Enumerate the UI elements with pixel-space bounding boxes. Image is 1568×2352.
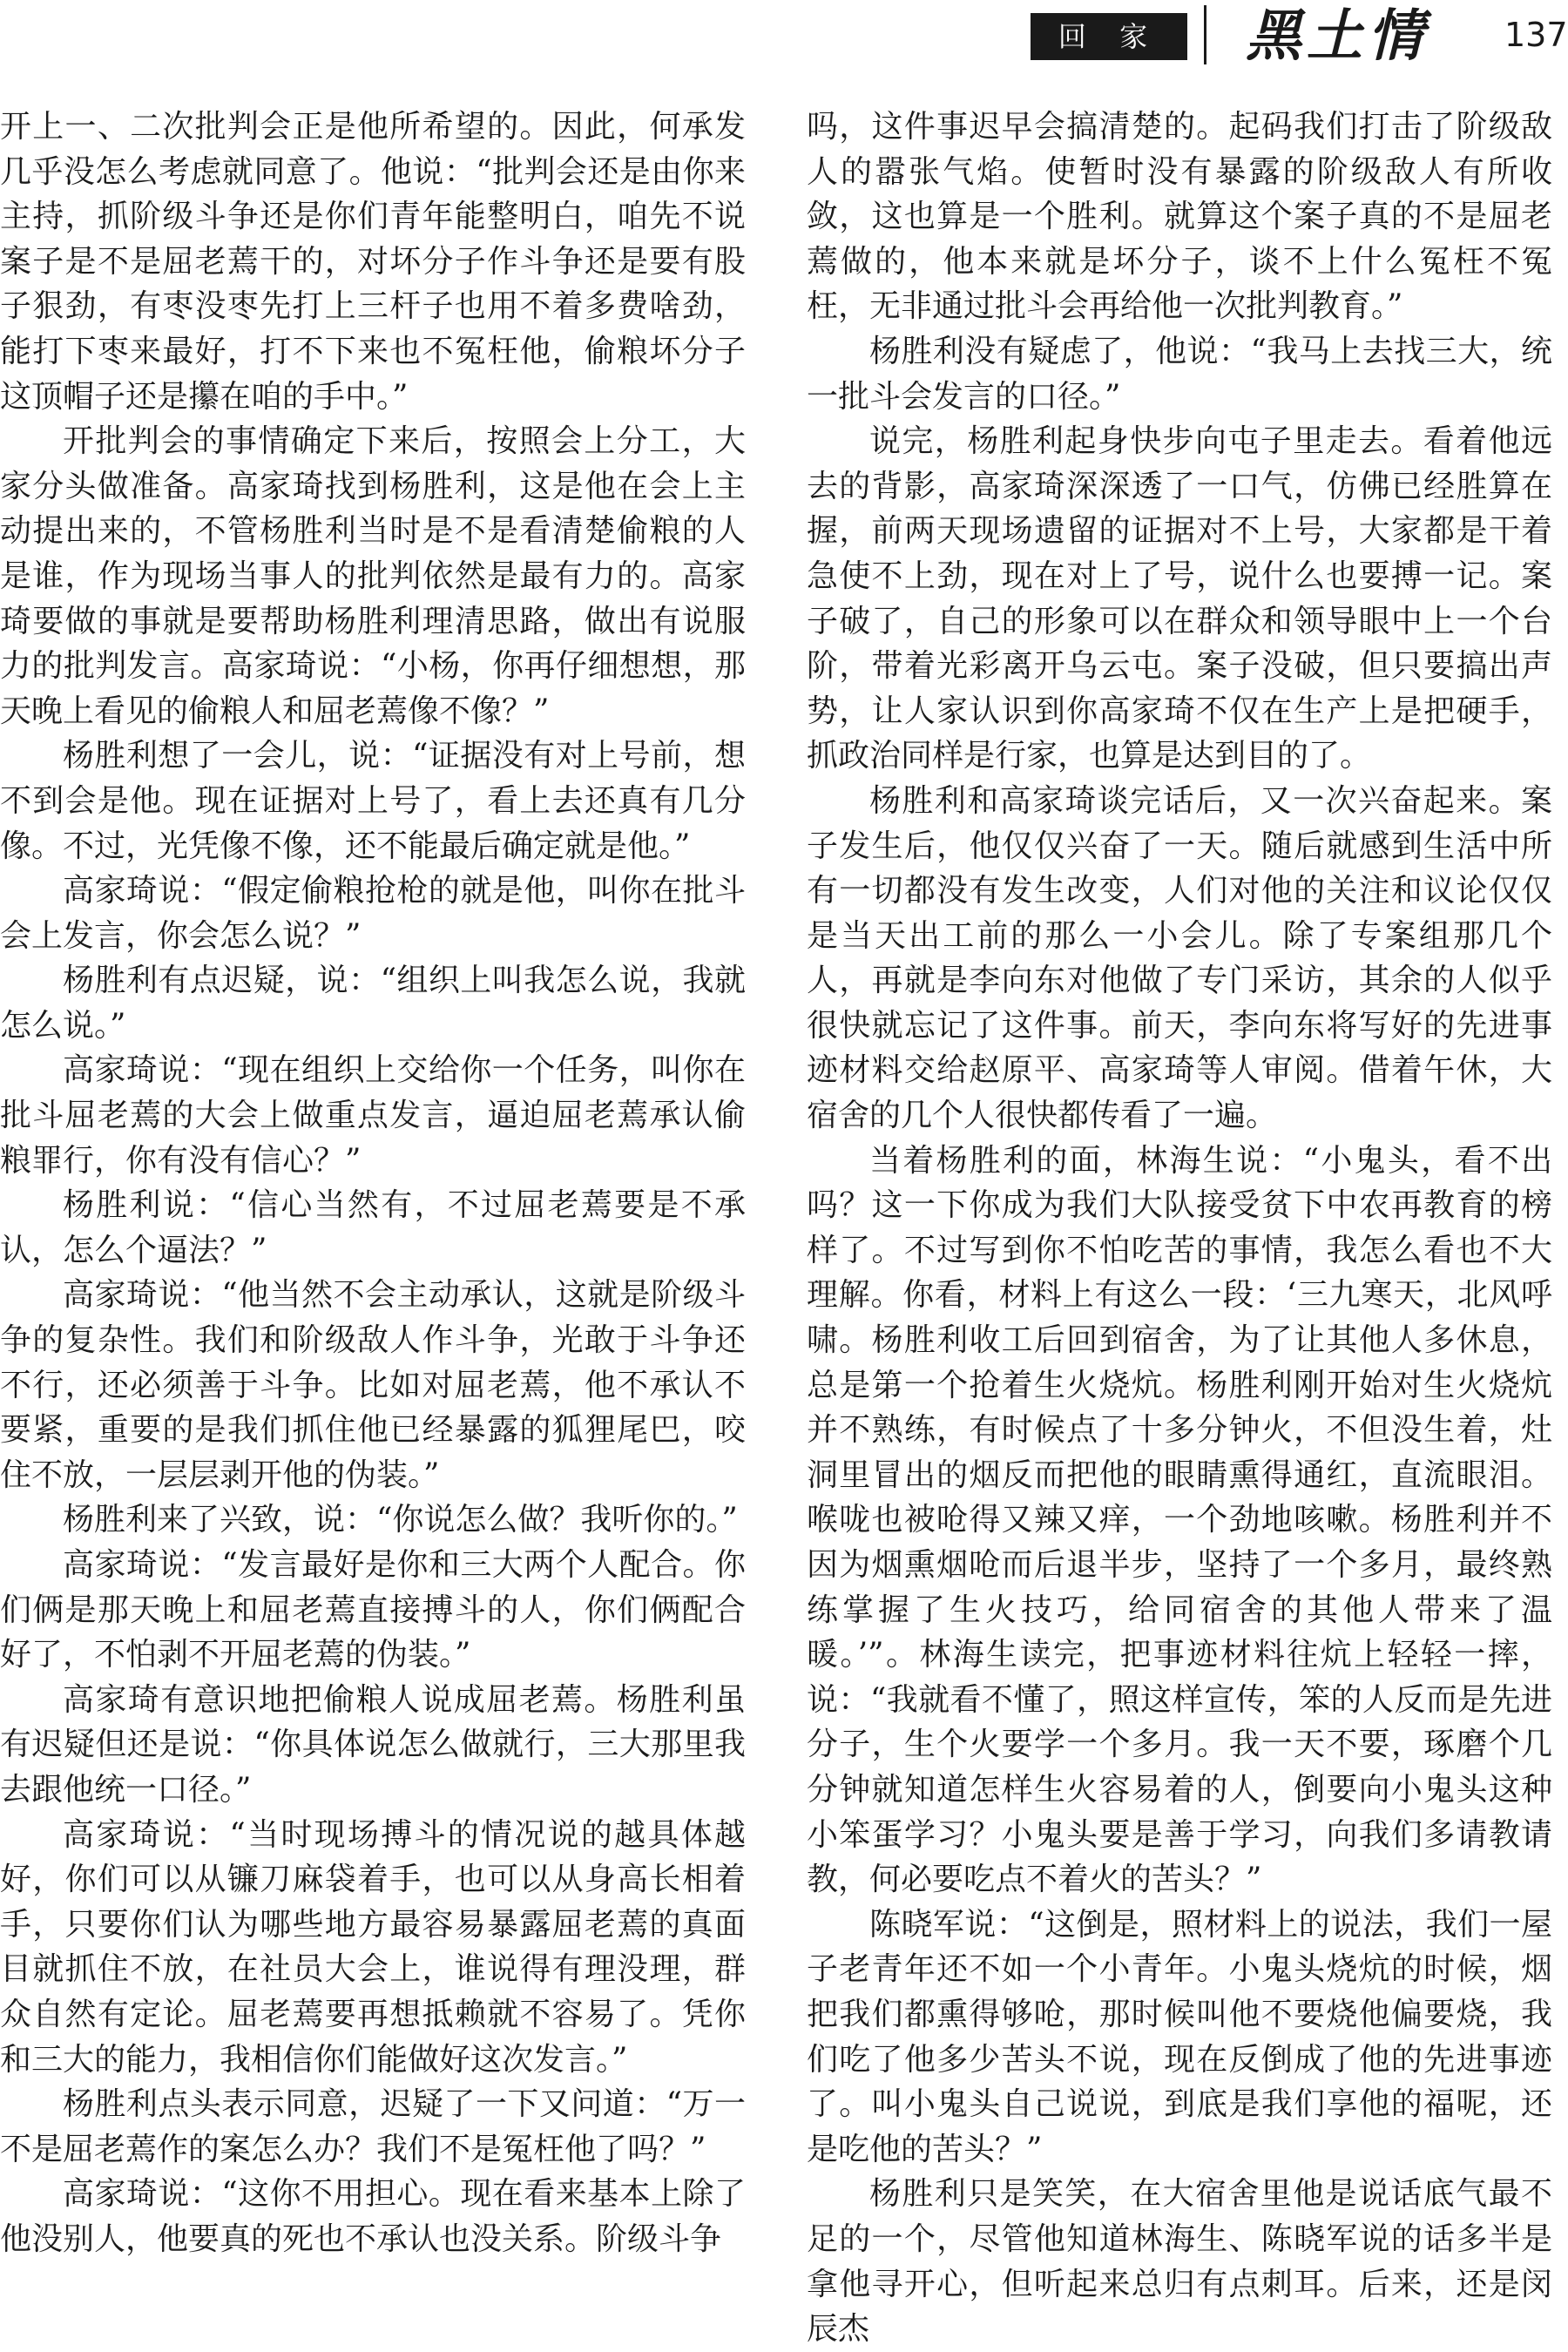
header-divider [1204,5,1206,64]
paragraph: 开上一、二次批判会正是他所希望的。因此，何承发几乎没怎么考虑就同意了。他说：“批判会还是由你来主持，抓阶级斗争还是你们青年能整明白，咱先不说案子是不是屈老蔫干的，对坏分子作斗争还是要有股子狠劲，有枣没枣先打上三杆子也用不着多费啥劲，能打下枣来最好，打不下来也不冤枉他，偷粮坏分子这顶帽子还是攥在咱的手中。” [0,109,746,415]
paragraph: 高家琦有意识地把偷粮人说成屈老蔫。杨胜利虽有迟疑但还是说：“你具体说怎么做就行，三大那里我去跟他统一口径。” [0,1681,746,1808]
paragraph: 高家琦说：“假定偷粮抢枪的就是他，叫你在批斗会上发言，你会怎么说？” [0,873,746,954]
paragraph: 杨胜利没有疑虑了，他说：“我马上去找三大，统一批斗会发言的口径。” [807,333,1552,415]
page-header [0,0,1568,78]
paragraph: 吗，这件事迟早会搞清楚的。起码我们打击了阶级敌人的嚣张气焰。使暂时没有暴露的阶级敌人有所收敛，这也算是一个胜利。就算这个案子真的不是屈老蔫做的，他本来就是坏分子，谈不上什么冤枉不冤枉，无非通过批斗会再给他一次批判教育。” [807,109,1552,325]
paragraph: 开批判会的事情确定下来后，按照会上分工，大家分头做准备。高家琦找到杨胜利，这是他在会上主动提出来的，不管杨胜利当时是不是看清楚偷粮的人是谁，作为现场当事人的批判依然是最有力的。高家琦要做的事就是要帮助杨胜利理清思路，做出有说服力的批判发言。高家琦说：“小杨，你再仔细想想，那天晚上看见的偷粮人和屈老蔫像不像？” [0,423,746,729]
page-number: 137 [1504,16,1568,54]
magazine-title: 黑土情 [1246,3,1429,69]
paragraph: 杨胜利说：“信心当然有，不过屈老蔫要是不承认，怎么个逼法？” [0,1187,746,1268]
paragraph: 高家琦说：“现在组织上交给你一个任务，叫你在批斗屈老蔫的大会上做重点发言，逼迫屈老蔫承认偷粮罪行，你有没有信心？” [0,1052,746,1179]
left-column [0,105,746,2257]
section-label: 回 家 [1031,13,1187,60]
paragraph: 杨胜利只是笑笑，在大宿舍里他是说话底气最不足的一个，尽管他知道林海生、陈晓军说的话多半是拿他寻开心，但听起来总归有点刺耳。后来，还是闵辰杰 [807,2176,1552,2348]
paragraph: 说完，杨胜利起身快步向屯子里走去。看着他远去的背影，高家琦深深透了一口气，仿佛已经胜算在握，前两天现场遗留的证据对不上号，大家都是干着急使不上劲，现在对上了号，说什么也要搏一记。案子破了，自己的形象可以在群众和领导眼中上一个台阶，带着光彩离开乌云屯。案子没破，但只要搞出声势，让人家认识到你高家琦不仅在生产上是把硬手，抓政治同样是行家，也算是达到目的了。 [807,423,1552,774]
paragraph: 陈晓军说：“这倒是，照材料上的说法，我们一屋子老青年还不如一个小青年。小鬼头烧炕的时候，烟把我们都熏得够呛，那时候叫他不要烧他偏要烧，我们吃了他多少苦头不说，现在反倒成了他的先进事迹了。叫小鬼头自己说说，到底是我们享他的福呢，还是吃他的苦头？” [807,1906,1552,2167]
paragraph: 高家琦说：“这你不用担心。现在看来基本上除了他没别人，他要真的死也不承认也没关系。阶级斗争 [0,2176,746,2257]
paragraph: 高家琦说：“他当然不会主动承认，这就是阶级斗争的复杂性。我们和阶级敌人作斗争，光敢于斗争还不行，还必须善于斗争。比如对屈老蔫，他不承认不要紧，重要的是我们抓住他已经暴露的狐狸尾巴，咬住不放，一层层剥开他的伪装。” [0,1277,746,1493]
paragraph: 杨胜利想了一会儿，说：“证据没有对上号前，想不到会是他。现在证据对上号了，看上去还真有几分像。不过，光凭像不像，还不能最后确定就是他。” [0,738,746,864]
paragraph: 杨胜利和高家琦谈完话后，又一次兴奋起来。案子发生后，他仅仅兴奋了一天。随后就感到生活中所有一切都没有发生改变，人们对他的关注和议论仅仅是当天出工前的那么一小会儿。除了专案组那几个人，再就是李向东对他做了专门采访，其余的人似乎很快就忘记了这件事。前天，李向东将写好的先进事迹材料交给赵原平、高家琦等人审阅。借着午休，大宿舍的几个人很快都传看了一遍。 [807,782,1552,1134]
right-column [807,105,1552,2348]
paragraph: 杨胜利来了兴致，说：“你说怎么做？我听你的。” [63,1502,738,1538]
paragraph: 杨胜利点头表示同意，迟疑了一下又问道：“万一不是屈老蔫作的案怎么办？我们不是冤枉他了吗？” [0,2086,746,2167]
paragraph: 高家琦说：“当时现场搏斗的情况说的越具体越好，你们可以从镰刀麻袋着手，也可以从身高长相着手，只要你们认为哪些地方最容易暴露屈老蔫的真面目就抓住不放，在社员大会上，谁说得有理没理，群众自然有定论。屈老蔫要再想抵赖就不容易了。凭你和三大的能力，我相信你们能做好这次发言。” [0,1816,746,2078]
paragraph: 高家琦说：“发言最好是你和三大两个人配合。你们俩是那天晚上和屈老蔫直接搏斗的人，你们俩配合好了，不怕剥不开屈老蔫的伪装。” [0,1547,746,1673]
paragraph: 当着杨胜利的面，林海生说：“小鬼头，看不出吗？这一下你成为我们大队接受贫下中农再教育的榜样了。不过写到你不怕吃苦的事情，我怎么看也不大理解。你看，材料上有这么一段：‘三九寒天，北风呼啸。杨胜利收工后回到宿舍，为了让其他人多休息，总是第一个抢着生火烧炕。杨胜利刚开始对生火烧炕并不熟练，有时候点了十多分钟火，不但没生着，灶洞里冒出的烟反而把他的眼睛熏得通红，直流眼泪。喉咙也被呛得又辣又痒，一个劲地咳嗽。杨胜利并不因为烟熏烟呛而后退半步，坚持了一个多月，最终熟练掌握了生火技巧，给同宿舍的其他人带来了温暖。’”。林海生读完，把事迹材料往炕上轻轻一摔，说：“我就看不懂了，照这样宣传，笨的人反而是先进分子，生个火要学一个多月。我一天不要，琢磨个几分钟就知道怎样生火容易着的人，倒要向小鬼头这种小笨蛋学习？小鬼头要是善于学习，向我们多请教请教，何必要吃点不着火的苦头？” [807,1142,1552,1898]
paragraph: 杨胜利有点迟疑，说：“组织上叫我怎么说，我就怎么说。” [0,963,746,1044]
